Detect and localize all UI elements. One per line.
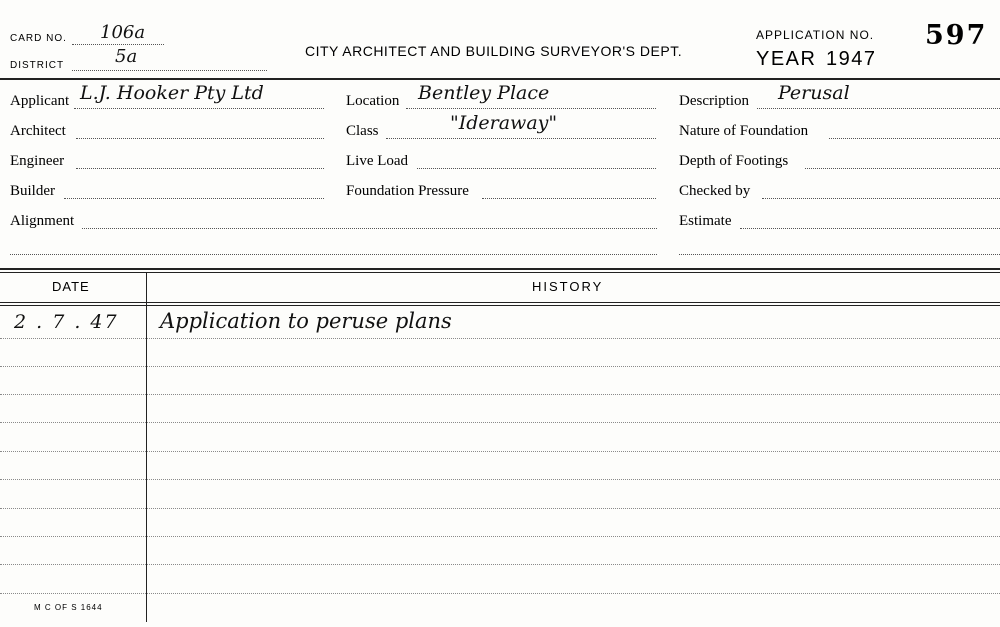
history-column-header: HISTORY bbox=[532, 279, 604, 294]
year-label: YEAR bbox=[756, 48, 817, 70]
application-no-label: APPLICATION NO. bbox=[756, 28, 875, 42]
column-divider bbox=[146, 272, 147, 622]
district-line bbox=[72, 70, 267, 71]
history-entry-text: Application to peruse plans bbox=[160, 309, 452, 333]
description-value: Perusal bbox=[778, 82, 850, 104]
live-load-label: Live Load bbox=[346, 153, 409, 169]
history-rule bbox=[0, 338, 1000, 339]
nature-of-foundation-label: Nature of Foundation bbox=[679, 123, 809, 139]
year-value: 1947 bbox=[826, 48, 877, 70]
foundation-pressure-label: Foundation Pressure bbox=[346, 183, 469, 199]
alignment-label: Alignment bbox=[10, 213, 75, 229]
history-rule bbox=[0, 508, 1000, 509]
foundation-pressure-line bbox=[482, 198, 656, 199]
architect-line bbox=[76, 138, 324, 139]
table-top-border-inner bbox=[0, 272, 1000, 273]
architect-label: Architect bbox=[10, 123, 66, 139]
class-label: Class bbox=[346, 123, 379, 139]
history-rule bbox=[0, 422, 1000, 423]
builder-label: Builder bbox=[10, 183, 55, 199]
district-value: 5a bbox=[115, 46, 138, 67]
applicant-line bbox=[74, 108, 324, 109]
card-no-value: 106a bbox=[100, 22, 146, 43]
history-rule bbox=[0, 536, 1000, 537]
applicant-label: Applicant bbox=[10, 93, 70, 109]
description-label: Description bbox=[679, 93, 749, 109]
application-no-value: 597 bbox=[925, 20, 988, 51]
class-value: "Ideraway" bbox=[450, 112, 558, 134]
location-label: Location bbox=[346, 93, 400, 109]
history-entry-date: 2 . 7 . 47 bbox=[14, 311, 119, 333]
estimate-label: Estimate bbox=[679, 213, 732, 229]
description-line bbox=[757, 108, 1000, 109]
engineer-line bbox=[76, 168, 324, 169]
department-title: CITY ARCHITECT AND BUILDING SURVEYOR'S DEPT. bbox=[305, 43, 683, 59]
history-rule bbox=[0, 394, 1000, 395]
checked-by-label: Checked by bbox=[679, 183, 751, 199]
estimate-line bbox=[740, 228, 1000, 229]
checked-by-line bbox=[762, 198, 1000, 199]
date-column-header: DATE bbox=[52, 279, 90, 294]
depth-of-footings-label: Depth of Footings bbox=[679, 153, 789, 169]
table-header-border-inner bbox=[0, 305, 1000, 306]
builder-line bbox=[64, 198, 324, 199]
depth-of-footings-line bbox=[805, 168, 1000, 169]
history-rule bbox=[0, 479, 1000, 480]
applicant-value: L.J. Hooker Pty Ltd bbox=[80, 82, 264, 104]
history-rule bbox=[0, 564, 1000, 565]
location-line bbox=[406, 108, 656, 109]
estimate-continuation-line bbox=[679, 254, 1000, 255]
history-rule bbox=[0, 366, 1000, 367]
live-load-line bbox=[417, 168, 656, 169]
history-rule bbox=[0, 593, 1000, 594]
card-no-line bbox=[72, 44, 164, 45]
table-header-border bbox=[0, 302, 1000, 303]
engineer-label: Engineer bbox=[10, 153, 65, 169]
district-label: DISTRICT bbox=[10, 60, 65, 71]
nature-of-foundation-line bbox=[829, 138, 1000, 139]
alignment-line bbox=[82, 228, 657, 229]
header-separator bbox=[0, 78, 1000, 80]
location-value: Bentley Place bbox=[418, 82, 550, 104]
card-no-label: CARD NO. bbox=[10, 33, 67, 44]
history-rule bbox=[0, 451, 1000, 452]
class-line bbox=[386, 138, 656, 139]
alignment-continuation-line bbox=[10, 254, 657, 255]
form-code: M C OF S 1644 bbox=[34, 603, 103, 612]
table-top-border bbox=[0, 268, 1000, 270]
